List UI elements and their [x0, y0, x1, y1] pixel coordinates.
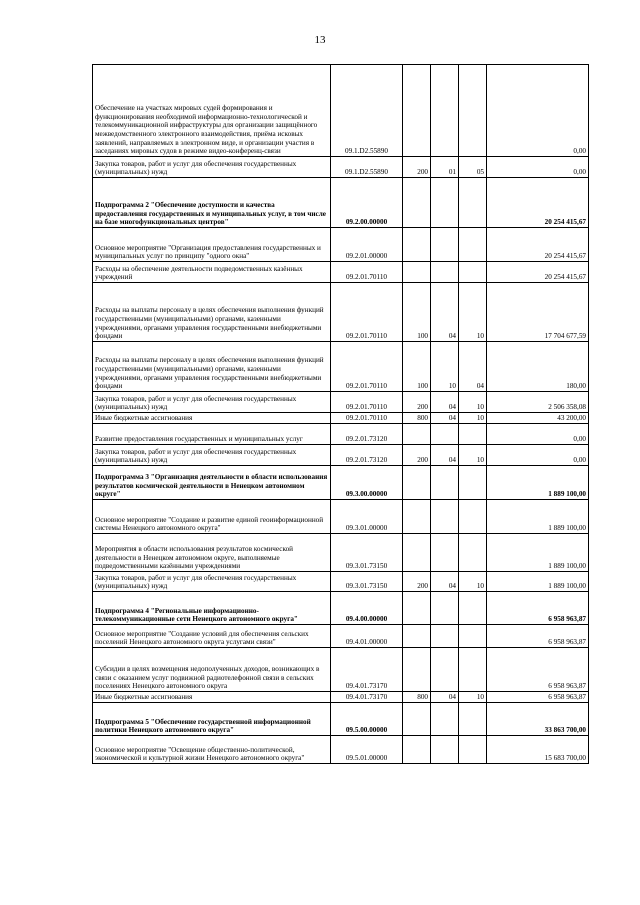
budget-table — [92, 64, 589, 764]
budget-table-body — [93, 65, 589, 764]
cell-expense-type — [403, 736, 431, 764]
cell-expense-type — [403, 466, 431, 500]
cell-amount: 1 889 100,00 — [487, 572, 589, 592]
table-row — [93, 736, 589, 764]
cell-subsection: 10 — [459, 572, 487, 592]
cell-section: 10 — [431, 342, 459, 392]
cell-subsection — [459, 424, 487, 445]
cell-subsection — [459, 178, 487, 228]
table-row — [93, 65, 589, 157]
cell-name: Основное мероприятие "Организация предоставления государственных и муниципальных услуг по принципу "одного окна" — [93, 228, 331, 262]
cell-amount: 2 506 358,08 — [487, 392, 589, 413]
table-row — [93, 228, 589, 262]
cell-name: Расходы на выплаты персоналу в целях обеспечения выполнения функций государственными (муниципальными) органами, казенными учреждениями, органами управления государственными внебюджетными фондами — [93, 283, 331, 342]
table-row — [93, 445, 589, 466]
cell-target-code: 09.3.00.00000 — [331, 466, 403, 500]
cell-section — [431, 703, 459, 736]
cell-amount: 1 889 100,00 — [487, 500, 589, 534]
cell-name: Подпрограмма 2 "Обеспечение доступности и качества предоставления государственных и муниципальных услуг, в том числе на базе многофункциональных центров" — [93, 178, 331, 228]
cell-name: Мероприятия в области использования результатов космической деятельности в Ненецком автономном округе, выполняемые подведомственными казёнными учреждениями — [93, 534, 331, 572]
cell-subsection: 04 — [459, 342, 487, 392]
cell-amount: 6 958 963,87 — [487, 692, 589, 703]
cell-name: Закупка товаров, работ и услуг для обеспечения государственных (муниципальных) нужд — [93, 392, 331, 413]
cell-expense-type: 100 — [403, 283, 431, 342]
cell-target-code: 09.3.01.73150 — [331, 534, 403, 572]
table-row — [93, 283, 589, 342]
cell-section — [431, 178, 459, 228]
cell-expense-type: 200 — [403, 157, 431, 178]
cell-expense-type — [403, 178, 431, 228]
cell-section — [431, 424, 459, 445]
cell-target-code: 09.2.01.70110 — [331, 413, 403, 424]
cell-section — [431, 65, 459, 157]
cell-subsection: 10 — [459, 692, 487, 703]
cell-target-code: 09.2.01.70110 — [331, 283, 403, 342]
cell-section: 01 — [431, 157, 459, 178]
cell-section — [431, 592, 459, 625]
cell-subsection — [459, 466, 487, 500]
cell-target-code: 09.5.01.00000 — [331, 736, 403, 764]
cell-subsection — [459, 625, 487, 648]
table-row — [93, 413, 589, 424]
cell-expense-type — [403, 703, 431, 736]
table-row — [93, 178, 589, 228]
cell-target-code: 09.2.00.00000 — [331, 178, 403, 228]
cell-amount: 43 200,00 — [487, 413, 589, 424]
cell-amount: 1 889 100,00 — [487, 466, 589, 500]
table-row — [93, 466, 589, 500]
table-row — [93, 592, 589, 625]
cell-section: 04 — [431, 392, 459, 413]
cell-section — [431, 648, 459, 692]
cell-expense-type — [403, 262, 431, 283]
cell-amount: 1 889 100,00 — [487, 534, 589, 572]
cell-section — [431, 466, 459, 500]
cell-subsection — [459, 534, 487, 572]
cell-target-code: 09.2.01.70110 — [331, 262, 403, 283]
cell-expense-type — [403, 592, 431, 625]
cell-section — [431, 625, 459, 648]
cell-target-code: 09.2.01.70110 — [331, 342, 403, 392]
cell-name: Иные бюджетные ассигнования — [93, 413, 331, 424]
table-row — [93, 572, 589, 592]
cell-amount: 0,00 — [487, 424, 589, 445]
cell-amount: 180,00 — [487, 342, 589, 392]
cell-subsection — [459, 736, 487, 764]
cell-name: Подпрограмма 4 "Региональные информационно-телекоммуникационные сети Ненецкого автономного округа" — [93, 592, 331, 625]
cell-amount: 20 254 415,67 — [487, 178, 589, 228]
cell-name: Основное мероприятие "Создание и развитие единой геоинформационной системы Ненецкого автономного округа" — [93, 500, 331, 534]
cell-section — [431, 534, 459, 572]
cell-expense-type: 100 — [403, 342, 431, 392]
table-row — [93, 648, 589, 692]
cell-amount: 17 704 677,59 — [487, 283, 589, 342]
cell-expense-type: 800 — [403, 413, 431, 424]
cell-expense-type — [403, 648, 431, 692]
cell-section: 04 — [431, 445, 459, 466]
cell-amount: 6 958 963,87 — [487, 625, 589, 648]
cell-target-code: 09.1.D2.55890 — [331, 157, 403, 178]
cell-expense-type — [403, 228, 431, 262]
cell-name: Закупка товаров, работ и услуг для обеспечения государственных (муниципальных) нужд — [93, 572, 331, 592]
cell-section — [431, 228, 459, 262]
cell-section: 04 — [431, 572, 459, 592]
table-row — [93, 500, 589, 534]
cell-target-code: 09.2.01.73120 — [331, 445, 403, 466]
cell-expense-type — [403, 500, 431, 534]
cell-amount: 0,00 — [487, 65, 589, 157]
cell-name: Иные бюджетные ассигнования — [93, 692, 331, 703]
cell-name: Субсидии в целях возмещения недополученных доходов, возникающих в связи с оказанием услуг подвижной радиотелефонной связи в сельских поселениях Ненецкого автономного округа — [93, 648, 331, 692]
cell-amount: 6 958 963,87 — [487, 592, 589, 625]
cell-amount: 33 863 700,00 — [487, 703, 589, 736]
cell-subsection: 10 — [459, 283, 487, 342]
cell-expense-type: 200 — [403, 572, 431, 592]
cell-subsection — [459, 648, 487, 692]
cell-expense-type — [403, 625, 431, 648]
cell-name: Подпрограмма 3 "Организация деятельности в области использования результатов космической деятельности в Ненецком автономном округе" — [93, 466, 331, 500]
cell-target-code: 09.2.01.00000 — [331, 228, 403, 262]
cell-name: Расходы на выплаты персоналу в целях обеспечения выполнения функций государственными (муниципальными) органами, казенными учреждениями, органами управления государственными внебюджетными фондами — [93, 342, 331, 392]
table-row — [93, 262, 589, 283]
cell-section: 04 — [431, 283, 459, 342]
cell-subsection — [459, 592, 487, 625]
cell-amount: 20 254 415,67 — [487, 228, 589, 262]
table-row — [93, 424, 589, 445]
cell-target-code: 09.2.01.73120 — [331, 424, 403, 445]
cell-target-code: 09.4.01.73170 — [331, 692, 403, 703]
page-number: 13 — [314, 34, 326, 46]
cell-target-code: 09.5.00.00000 — [331, 703, 403, 736]
cell-subsection: 10 — [459, 413, 487, 424]
cell-section — [431, 500, 459, 534]
cell-subsection — [459, 500, 487, 534]
cell-subsection: 10 — [459, 445, 487, 466]
table-row — [93, 703, 589, 736]
cell-expense-type — [403, 424, 431, 445]
table-row — [93, 534, 589, 572]
cell-expense-type — [403, 534, 431, 572]
cell-subsection — [459, 228, 487, 262]
table-row — [93, 157, 589, 178]
table-row — [93, 625, 589, 648]
cell-expense-type: 200 — [403, 392, 431, 413]
cell-expense-type: 800 — [403, 692, 431, 703]
table-row — [93, 392, 589, 413]
cell-section: 04 — [431, 413, 459, 424]
cell-name: Расходы на обеспечение деятельности подведомственных казённых учреждений — [93, 262, 331, 283]
cell-amount: 0,00 — [487, 157, 589, 178]
cell-subsection — [459, 262, 487, 283]
cell-name: Подпрограмма 5 "Обеспечение государственной информационной политики Ненецкого автономного округа" — [93, 703, 331, 736]
cell-expense-type: 200 — [403, 445, 431, 466]
cell-name: Обеспечение на участках мировых судей формирования и функционирования необходимой информационно-технологической и телекоммуникационной инфраструктуры для организации защищённого межведомственного электронного взаимодействия, приёма исковых заявлений, направляемых в электронном виде, и организации участия в заседаниях мировых судов в режиме видео-конференц-связи — [93, 65, 331, 157]
cell-target-code: 09.3.01.73150 — [331, 572, 403, 592]
cell-target-code: 09.2.01.70110 — [331, 392, 403, 413]
cell-amount: 6 958 963,87 — [487, 648, 589, 692]
cell-name: Развитие предоставления государственных и муниципальных услуг — [93, 424, 331, 445]
cell-section — [431, 736, 459, 764]
cell-amount: 15 683 700,00 — [487, 736, 589, 764]
cell-target-code: 09.1.D2.55890 — [331, 65, 403, 157]
cell-target-code: 09.4.01.00000 — [331, 625, 403, 648]
cell-expense-type — [403, 65, 431, 157]
cell-target-code: 09.4.01.73170 — [331, 648, 403, 692]
table-row — [93, 342, 589, 392]
cell-amount: 0,00 — [487, 445, 589, 466]
cell-subsection: 10 — [459, 392, 487, 413]
cell-section — [431, 262, 459, 283]
cell-subsection: 05 — [459, 157, 487, 178]
cell-section: 04 — [431, 692, 459, 703]
cell-name: Основное мероприятие "Создание условий для обеспечения сельских поселений Ненецкого автономного округа услугами связи" — [93, 625, 331, 648]
cell-target-code: 09.4.00.00000 — [331, 592, 403, 625]
table-row — [93, 692, 589, 703]
cell-name: Основное мероприятие "Освещение общественно-политической, экономической и культурной жизни Ненецкого автономного округа" — [93, 736, 331, 764]
cell-subsection — [459, 65, 487, 157]
cell-name: Закупка товаров, работ и услуг для обеспечения государственных (муниципальных) нужд — [93, 157, 331, 178]
cell-subsection — [459, 703, 487, 736]
cell-name: Закупка товаров, работ и услуг для обеспечения государственных (муниципальных) нужд — [93, 445, 331, 466]
cell-target-code: 09.3.01.00000 — [331, 500, 403, 534]
cell-amount: 20 254 415,67 — [487, 262, 589, 283]
